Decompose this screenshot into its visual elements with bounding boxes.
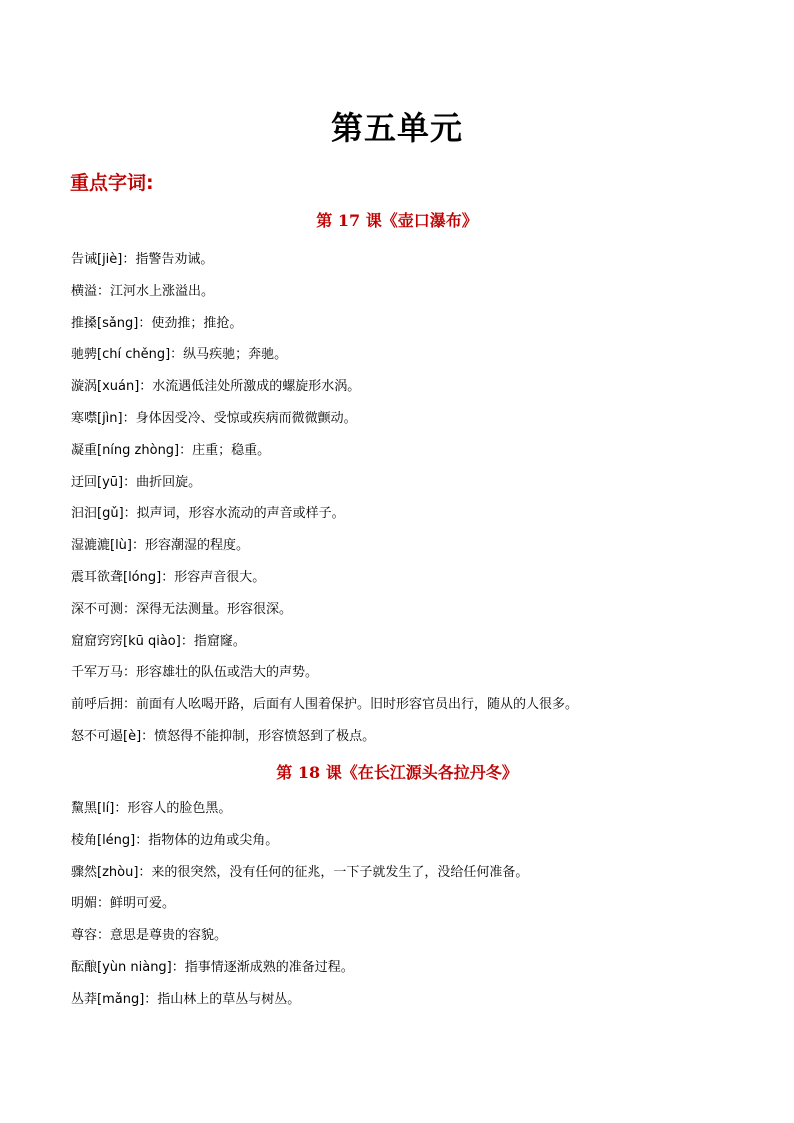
- vocabulary-entry: 湿漉漉[lù]：形容潮湿的程度。: [71, 538, 249, 554]
- vocabulary-entry: 推搡[sǎng]：使劲推；推抢。: [71, 315, 243, 331]
- vocabulary-entry: 横溢：江河水上涨溢出。: [71, 283, 215, 299]
- vocabulary-list: [71, 799, 731, 1022]
- vocabulary-entry: 深不可测：深得无法测量。形容很深。: [71, 601, 293, 617]
- vocabulary-entry: 酝酿[yùn niàng]：指事情逐渐成熟的准备过程。: [71, 959, 354, 975]
- vocabulary-entry: 汩汩[gǔ]：拟声词，形容水流动的声音或样子。: [71, 506, 345, 522]
- vocabulary-entry: 凝重[níng zhòng]：庄重；稳重。: [71, 442, 271, 458]
- vocabulary-entry: 驰骋[chí chěng]：纵马疾驰；奔驰。: [71, 347, 288, 363]
- vocabulary-entry: 震耳欲聋[lóng]：形容声音很大。: [71, 569, 266, 585]
- vocabulary-entry: 明媚：鲜明可爱。: [71, 896, 176, 912]
- vocabulary-entry: 怒不可遏[è]：愤怒得不能抑制，形容愤怒到了极点。: [71, 728, 376, 744]
- vocabulary-entry: 迂回[yū]：曲折回旋。: [71, 474, 202, 490]
- vocabulary-entry: 千军万马：形容雄壮的队伍或浩大的声势。: [71, 665, 319, 681]
- vocabulary-list: [71, 250, 731, 759]
- page-title: 第五单元: [330, 109, 463, 147]
- vocabulary-entry: 尊容：意思是尊贵的容貌。: [71, 928, 228, 944]
- vocabulary-entry: 丛莽[mǎng]：指山林上的草丛与树丛。: [71, 991, 301, 1007]
- vocabulary-entry: 告诫[jiè]：指警告劝诫。: [71, 252, 214, 267]
- vocabulary-entry: 骤然[zhòu]：来的很突然，没有任何的征兆，一下子就发生了，没给任何准备。: [71, 864, 529, 880]
- vocabulary-entry: 窟窟窍窍[kū qiào]：指窟窿。: [71, 633, 246, 649]
- vocabulary-entry: 棱角[léng]：指物体的边角或尖角。: [71, 832, 279, 848]
- vocabulary-entry: 寒噤[jìn]：身体因受冷、受惊或疾病而微微颤动。: [71, 410, 357, 426]
- vocabulary-entry: 黧黑[lí]：形容人的脸色黑。: [71, 801, 232, 816]
- section-heading-key-words: 重点字词:: [70, 172, 154, 194]
- lesson-title: 第 17 课《壶口瀑布》: [316, 211, 478, 230]
- vocabulary-entry: 漩涡[xuán]：水流遇低洼处所激成的螺旋形水涡。: [71, 379, 361, 395]
- lesson-title: 第 18 课《在长江源头各拉丹冬》: [276, 763, 518, 782]
- vocabulary-entry: 前呼后拥：前面有人吆喝开路，后面有人围着保护。旧时形容官员出行，随从的人很多。: [71, 697, 579, 713]
